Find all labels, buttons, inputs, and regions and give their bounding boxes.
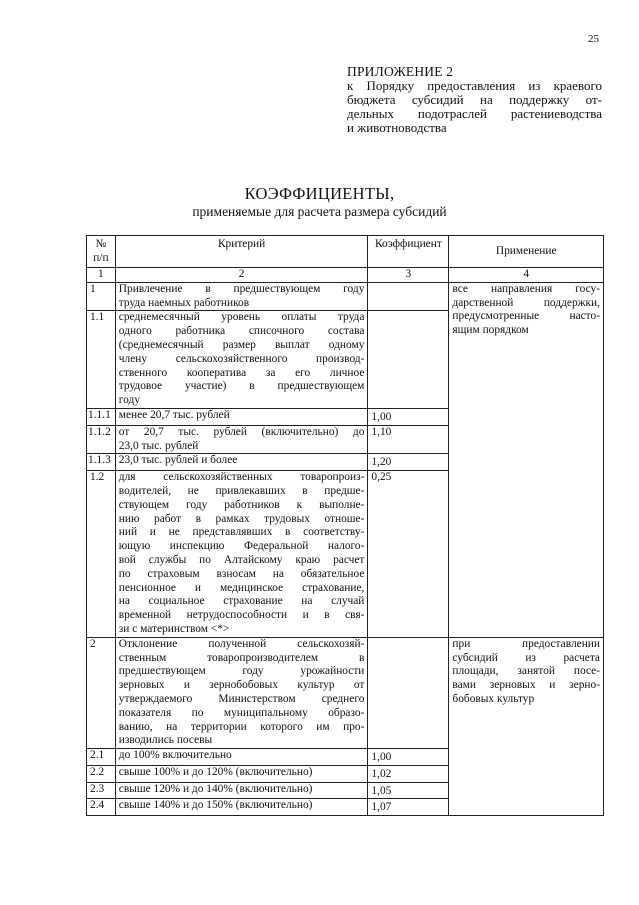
column-number-row <box>87 268 604 283</box>
row-criterion <box>115 311 368 409</box>
appendix-line: бюджета субсидий на поддержку от- <box>347 92 602 107</box>
appendix-title: ПРИЛОЖЕНИЕ 2 <box>347 64 454 79</box>
criterion-line: ственным товаропроизводителем в <box>118 651 365 664</box>
criterion-line: зи с материнством <*> <box>118 622 230 635</box>
header-application: Применение <box>449 236 604 268</box>
criterion-line: изводились посевы <box>118 734 213 747</box>
row-coef: 1,02 <box>368 765 449 782</box>
row-criterion <box>115 408 368 425</box>
application-cell-2 <box>449 637 604 816</box>
row-num: 1 <box>87 282 116 311</box>
application-line: ящим порядком <box>452 324 529 337</box>
appendix-header <box>347 65 602 135</box>
row-coef: 1,00 <box>368 408 449 425</box>
row-coef: 1,07 <box>368 799 449 816</box>
appendix-line: дельных подотраслей растениеводства <box>347 106 602 121</box>
criterion-line: ствующем году работников к выполне- <box>118 498 365 511</box>
criterion-line: ванию, на территории которого им про- <box>118 720 365 733</box>
application-line: вами зерновых и зерно- <box>452 679 600 692</box>
row-num: 1.1.2 <box>87 425 116 454</box>
criterion-line: по страховым взносам на обязательное <box>118 567 365 580</box>
coefficients-table <box>86 235 604 816</box>
criterion-line: до 100% включительно <box>118 749 232 762</box>
row-num: 2 <box>87 637 116 748</box>
criterion-line: водителей, не привлекавших в предше- <box>118 484 365 497</box>
appendix-line: и животноводства <box>347 120 447 135</box>
criterion-line: для сельскохозяйственных товаропроиз- <box>118 471 365 484</box>
criterion-line: свыше 120% и до 140% (включительно) <box>118 782 313 795</box>
row-coef: 1,20 <box>368 454 449 471</box>
document-title: КОЭФФИЦИЕНТЫ, <box>244 184 395 203</box>
row-num: 2.3 <box>87 782 116 799</box>
row-criterion <box>115 471 368 638</box>
col-number: 4 <box>449 268 604 283</box>
row-coef: 1,10 <box>368 425 449 454</box>
criterion-line: среднемесячный уровень оплаты труда <box>118 311 365 324</box>
application-line: бобовых культур <box>452 692 535 705</box>
application-line: субсидий из расчета <box>452 651 600 664</box>
criterion-line: Привлечение в предшествующем году <box>118 282 365 295</box>
row-criterion <box>115 637 368 748</box>
header-num-line2: п/п <box>93 251 109 264</box>
criterion-line: свыше 140% и до 150% (включительно) <box>118 799 313 812</box>
table-header-row <box>87 236 604 268</box>
row-criterion <box>115 454 368 471</box>
header-num <box>87 236 116 268</box>
col-number: 1 <box>87 268 116 283</box>
row-criterion <box>115 782 368 799</box>
row-num: 1.1 <box>87 311 116 409</box>
criterion-line: труда наемных работников <box>118 296 250 309</box>
criterion-line: зерновых и зернобобовых культур от <box>118 679 365 692</box>
criterion-line: временной нетрудоспособности и в свя- <box>118 609 365 622</box>
row-coef: 0,25 <box>368 471 449 638</box>
row-num: 1.2 <box>87 471 116 638</box>
criterion-line: нию работ в рамках трудовых отноше- <box>118 512 365 525</box>
row-num: 1.1.3 <box>87 454 116 471</box>
criterion-line: пенсионное и медицинское страхование, <box>118 581 365 594</box>
row-criterion <box>115 765 368 782</box>
application-line: все направления госу- <box>452 282 600 295</box>
application-line: при предоставлении <box>452 637 600 650</box>
criterion-line: трудовое участие) в предшествующем <box>118 380 365 393</box>
criterion-line: 23,0 тыс. рублей и более <box>118 454 238 467</box>
appendix-line: к Порядку предоставления из краевого <box>347 78 602 93</box>
criterion-line: члену сельскохозяйственного производ- <box>118 352 365 365</box>
row-num: 2.2 <box>87 765 116 782</box>
application-line: предусмотренные насто- <box>452 310 600 323</box>
col-number: 2 <box>115 268 368 283</box>
row-coef <box>368 637 449 748</box>
criterion-line: году <box>118 394 141 407</box>
row-num: 1.1.1 <box>87 408 116 425</box>
table-row <box>87 282 604 311</box>
header-num-line1: № <box>95 237 107 250</box>
page-number: 25 <box>588 33 599 45</box>
criterion-line: свыше 100% и до 120% (включительно) <box>118 765 313 778</box>
table-row <box>87 637 604 748</box>
criterion-line: предшествующем году урожайности <box>118 665 365 678</box>
application-cell-1 <box>449 282 604 637</box>
row-criterion <box>115 749 368 766</box>
row-num: 2.4 <box>87 799 116 816</box>
criterion-line: Отклонение полученной сельскохозяй- <box>118 637 365 650</box>
row-coef <box>368 282 449 311</box>
criterion-line: от 20,7 тыс. рублей (включительно) до <box>118 425 365 438</box>
criterion-line: (среднемесячный размер выплат одному <box>118 338 365 351</box>
col-number: 3 <box>368 268 449 283</box>
criterion-line: ющую инспекцию Федеральной налого- <box>118 540 365 553</box>
row-criterion <box>115 799 368 816</box>
row-coef: 1,00 <box>368 749 449 766</box>
row-coef <box>368 311 449 409</box>
application-line: дарственной поддержки, <box>452 296 600 309</box>
criterion-line: показателя по муниципальному образо- <box>118 706 365 719</box>
header-coefficient: Коэффициент <box>368 236 449 268</box>
row-num: 2.1 <box>87 749 116 766</box>
criterion-line: ственного кооператива за его личное <box>118 366 365 379</box>
criterion-line: 23,0 тыс. рублей <box>118 439 199 452</box>
criterion-line: на социальное страхование на случай <box>118 595 365 608</box>
header-criterion: Критерий <box>115 236 368 268</box>
document-subtitle: применяемые для расчета размера субсидий <box>192 204 447 219</box>
criterion-line: утверждаемого Министерством среднего <box>118 692 365 705</box>
criterion-line: одного работника списочного состава <box>118 325 365 338</box>
row-criterion <box>115 282 368 311</box>
criterion-line: ний и не представлявших в соответству- <box>118 526 365 539</box>
application-line: площади, занятой посе- <box>452 665 600 678</box>
row-criterion <box>115 425 368 454</box>
criterion-line: вой службы по Алтайскому краю расчет <box>118 553 365 566</box>
row-coef: 1,05 <box>368 782 449 799</box>
criterion-line: менее 20,7 тыс. рублей <box>118 408 230 421</box>
